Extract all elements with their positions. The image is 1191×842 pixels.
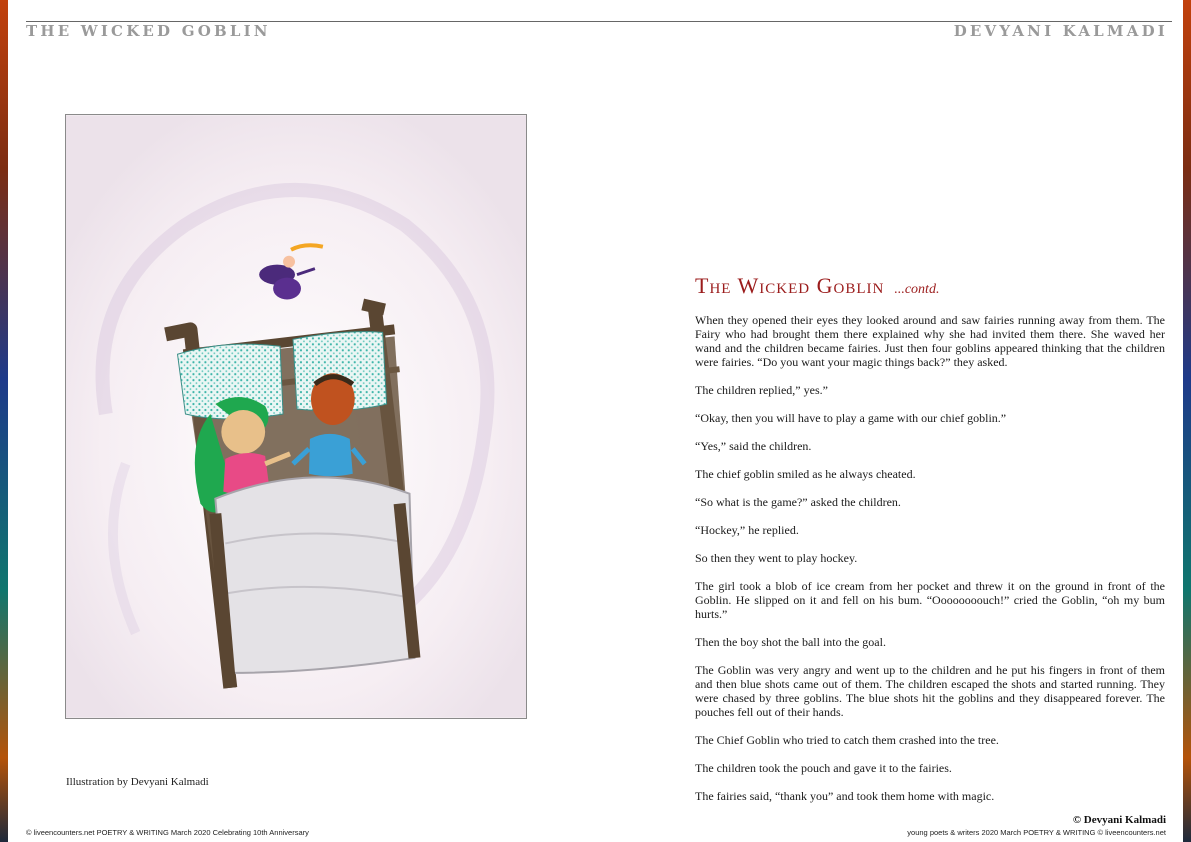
story-paragraph: The girl took a blob of ice cream from her pocket and threw it on the ground in front of the Goblin. He slipped on it and fell on his bum. “Oooooooouch!” cried the Goblin, “oh my bum hurts.” [695, 579, 1165, 621]
page [8, 0, 1183, 842]
story-paragraph: When they opened their eyes they looked around and saw fairies running away from them. The Fairy who had brought them there explained why she had invited them there. She waved her wand and the children became fairies. Just then four goblins appeared thinking that the children were fairies. “Do you want your magic things back?” they asked. [695, 313, 1165, 369]
story-paragraph: The Chief Goblin who tried to catch them crashed into the tree. [695, 733, 999, 747]
story-paragraph: The children took the pouch and gave it to the fairies. [695, 761, 952, 775]
header-title: THE WICKED GOBLIN [26, 22, 271, 40]
story-paragraph: Then the boy shot the ball into the goal. [695, 635, 886, 649]
illustration-credit: Illustration by Devyani Kalmadi [66, 776, 209, 788]
story-paragraph: The chief goblin smiled as he always cheated. [695, 467, 916, 481]
header-author: DEVYANI KALMADI [953, 22, 1168, 40]
story-title [695, 273, 939, 299]
story-paragraph: The children replied,” yes.” [695, 383, 828, 397]
story-title-text: The Wicked Goblin [695, 273, 885, 298]
illustration [65, 114, 527, 719]
crayon-drawing-image [66, 115, 526, 718]
decorative-left-edge [0, 0, 8, 842]
footer-right: young poets & writers 2020 March POETRY & WRITING © liveencounters.net [907, 828, 1166, 837]
decorative-right-edge [1183, 0, 1191, 842]
story-paragraph: The fairies said, “thank you” and took them home with magic. [695, 789, 995, 803]
author-signature: © Devyani Kalmadi [1072, 814, 1166, 826]
story-paragraph: The Goblin was very angry and went up to the children and he put his fingers in front of them and then blue shots came out of them. The children escaped the shots and started running. They were chased by three goblins. The blue shots hit the goblins and they disappeared forever. The pouches fell out of their hands. [695, 663, 1165, 719]
story-paragraph: “So what is the game?” asked the children. [695, 495, 901, 509]
story-paragraph: “Yes,” said the children. [695, 439, 812, 453]
story-paragraph: So then they went to play hockey. [695, 551, 858, 565]
story-contd: ...contd. [894, 282, 940, 297]
story-body [695, 313, 1165, 803]
story-paragraph: “Hockey,” he replied. [695, 523, 799, 537]
footer-left: © liveencounters.net POETRY & WRITING March 2020 Celebrating 10th Anniversary [26, 828, 309, 837]
story-paragraph: “Okay, then you will have to play a game with our chief goblin.” [695, 411, 1007, 425]
